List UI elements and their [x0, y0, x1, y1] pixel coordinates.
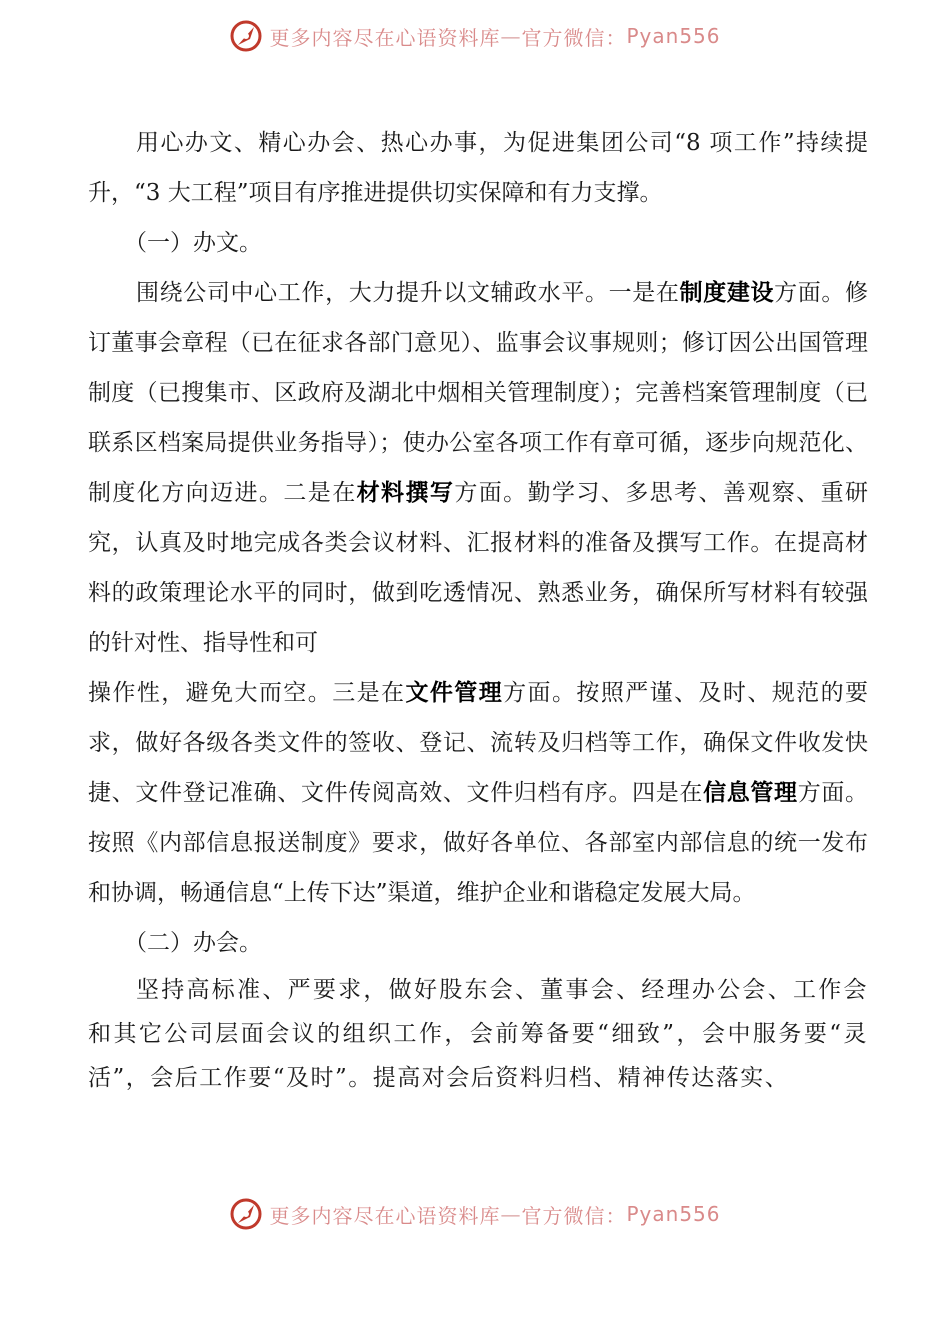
quill-logo-icon: [229, 19, 263, 53]
text-span: 围绕公司中心工作，大力提升以文辅政水平。一是在: [136, 280, 680, 306]
keyword-xinxi: 信息管理: [703, 780, 798, 806]
banner-main-text: 更多内容尽在心语资料库: [269, 25, 501, 50]
banner-wechat-id: Pyan556: [626, 24, 721, 48]
header-banner: [0, 16, 950, 56]
paragraph-intro: 用心办文、精心办会、热心办事，为促进集团公司“8 项工作”持续提升，“3 大工程”项目有序推进提供切实保障和有力支撑。: [88, 130, 868, 206]
banner-separator: —: [500, 24, 522, 48]
paragraph-banwen-1: [88, 268, 868, 668]
banner-main-text: 更多内容尽在心语资料库: [269, 1203, 501, 1228]
quill-logo-icon: [229, 1197, 263, 1231]
keyword-wenjian: 文件管理: [405, 680, 504, 706]
text-span: 方面。修订董事会章程（已在征求各部门意见）、监事会议事规则；修订因公出国管理制度（已搜集市、区政府及湖北中烟相关管理制度）；完善档案管理制度（已联系区档案局提供业务指导）；使办公室各项工作有章可循，逐步向规范化、制度化方向迈进。二是在: [88, 280, 869, 506]
keyword-cailiao: 材料撰写: [356, 480, 455, 506]
banner-wechat-id: Pyan556: [626, 1202, 721, 1226]
text-span: 方面。勤学习、多思考、善观察、重研究，认真及时地完成各类会议材料、汇报材料的准备及撰写工作。在提高材料的政策理论水平的同时，做到吃透情况、熟悉业务，确保所写材料有较强的针对性、指导性和可: [88, 480, 869, 656]
banner-wechat-label: 官方微信：: [521, 25, 627, 50]
paragraph-banwen-2: [88, 668, 868, 918]
text-span: 方面。按照严谨、及时、规范的要求，做好各级各类文件的签收、登记、流转及归档等工作，确保文件收发快捷、文件登记准确、文件传阅高效、文件归档有序。四是在: [88, 680, 869, 806]
banner-separator: —: [500, 1202, 522, 1226]
section-heading-banhui: （二）办会。: [124, 930, 262, 956]
keyword-zhidu: 制度建设: [679, 280, 775, 306]
footer-banner: [0, 1194, 950, 1234]
banner-wechat-label: 官方微信：: [521, 1203, 627, 1228]
paragraph-banhui: 坚持高标准、严要求，做好股东会、董事会、经理办公会、工作会和其它公司层面会议的组织工作，会前筹备要“细致”，会中服务要“灵活”，会后工作要“及时”。提高对会后资料归档、精神传达落实、: [88, 977, 868, 1091]
text-span: 操作性，避免大而空。三是在: [88, 680, 406, 706]
document-body: [88, 118, 868, 1100]
section-heading-banwen: （一）办文。: [124, 230, 262, 256]
text-span: 方面。按照《内部信息报送制度》要求，做好各单位、各部室内部信息的统一发布和协调，畅通信息“上传下达”渠道，维护企业和谐稳定发展大局。: [88, 780, 868, 906]
